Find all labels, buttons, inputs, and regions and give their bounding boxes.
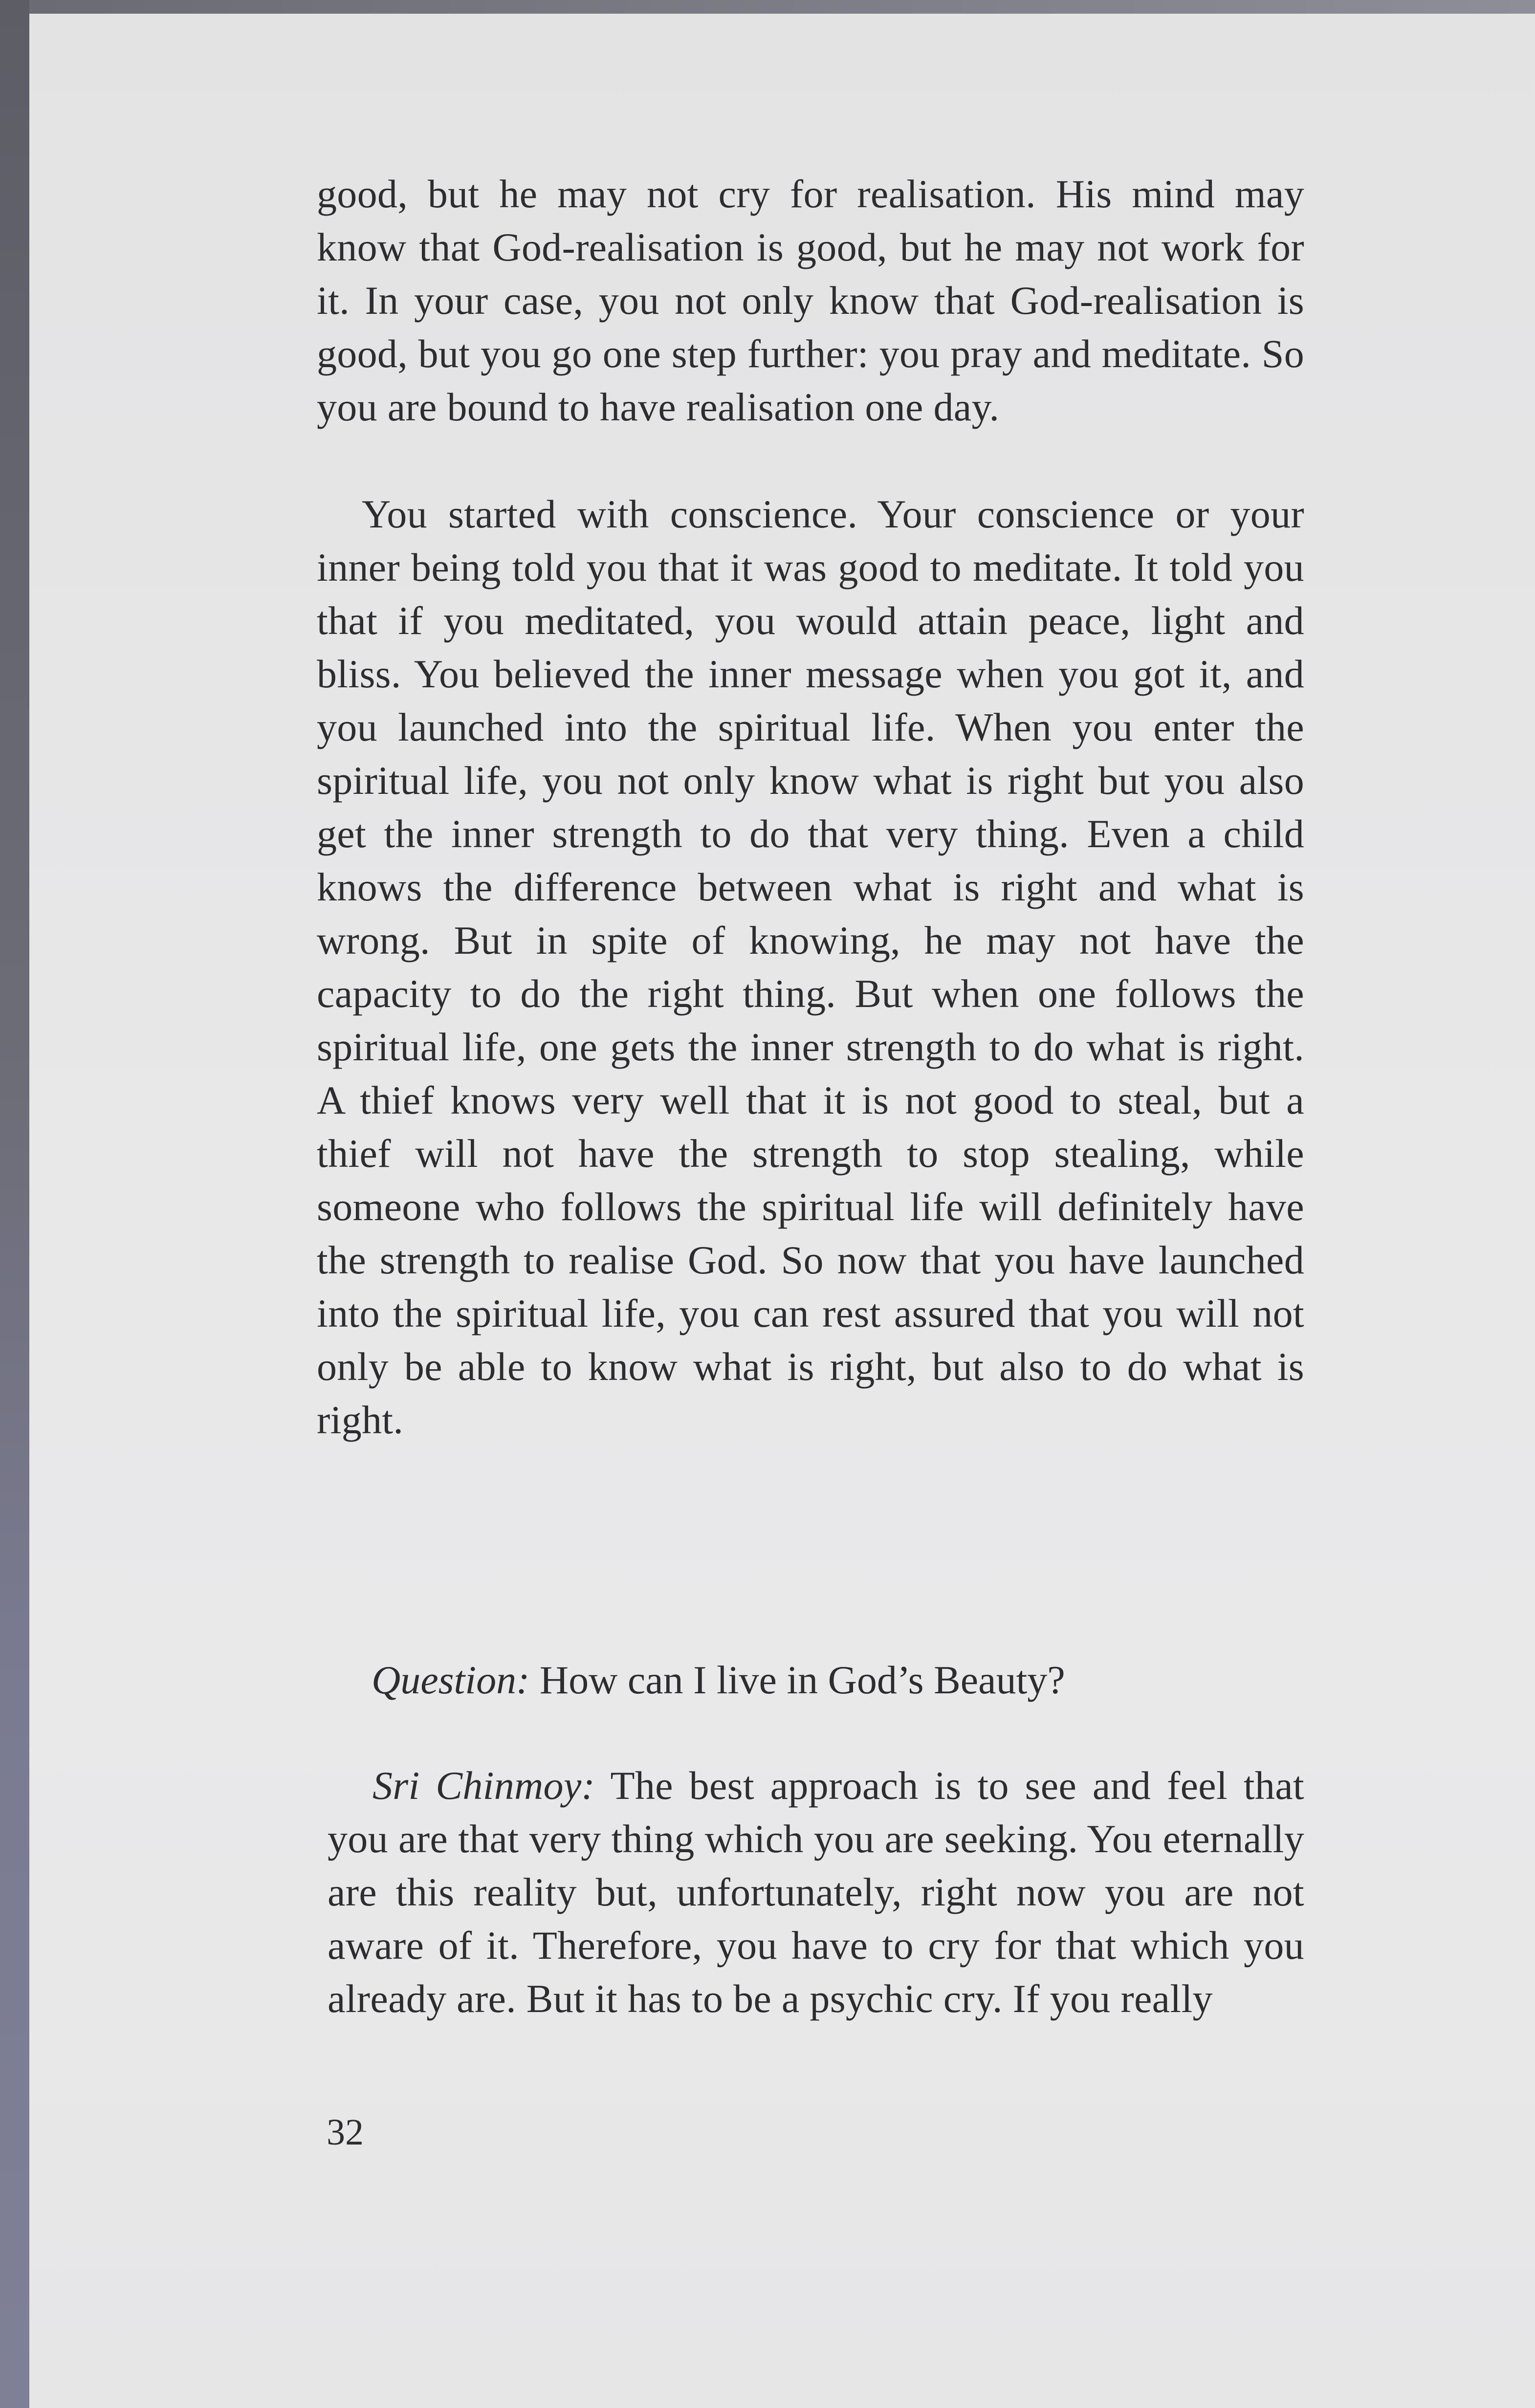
- paragraph-conscience: [317, 487, 1304, 1446]
- answer-text: The best approach is to see and feel that you are that very thing which you are seeking. You eternally are this reality but, unfortunately, right now you are not aware of it. Therefore, you have to cry for that which you already are. But it has to be a psychic cry. If you really: [328, 1763, 1304, 2021]
- scan-border-top: [0, 0, 1535, 14]
- question-line: [372, 1653, 1065, 1707]
- answer-paragraph: [328, 1759, 1304, 2025]
- paragraph-continued: [317, 167, 1304, 434]
- scan-border-left: [0, 0, 29, 2408]
- paragraph-text: good, but he may not cry for realisation. His mind may know that God-realisation is good, but he may not work for it. In your case, you not only know that God-realisation is good, but you go one step further: you pray and meditate. So you are bound to have realisation one day.: [317, 172, 1304, 429]
- question-text: How can I live in God’s Beauty?: [539, 1658, 1065, 1702]
- question-label: Question:: [372, 1658, 530, 1702]
- paragraph-text: You started with conscience. Your conscience or your inner being told you that it was good to meditate. It told you that if you meditated, you would attain peace, light and bliss. You believed the inner message when you got it, and you launched into the spiritual life. When you enter the spiritual life, you not only know what is right but you also get the inner strength to do that very thing. Even a child knows the difference between what is right and what is wrong. But in spite of knowing, he may not have the capacity to do the right thing. But when one follows the spiritual life, one gets the inner strength to do what is right. A thief knows very well that it is not good to steal, but a thief will not have the strength to stop stealing, while someone who follows the spiritual life will definitely have the strength to realise God. So now that you have launched into the spiritual life, you can rest assured that you will not only be able to know what is right, but also to do what is right.: [317, 492, 1304, 1442]
- page-number: 32: [327, 2112, 364, 2153]
- answer-speaker: Sri Chinmoy:: [373, 1763, 595, 1808]
- answer-body: [328, 1759, 1304, 2025]
